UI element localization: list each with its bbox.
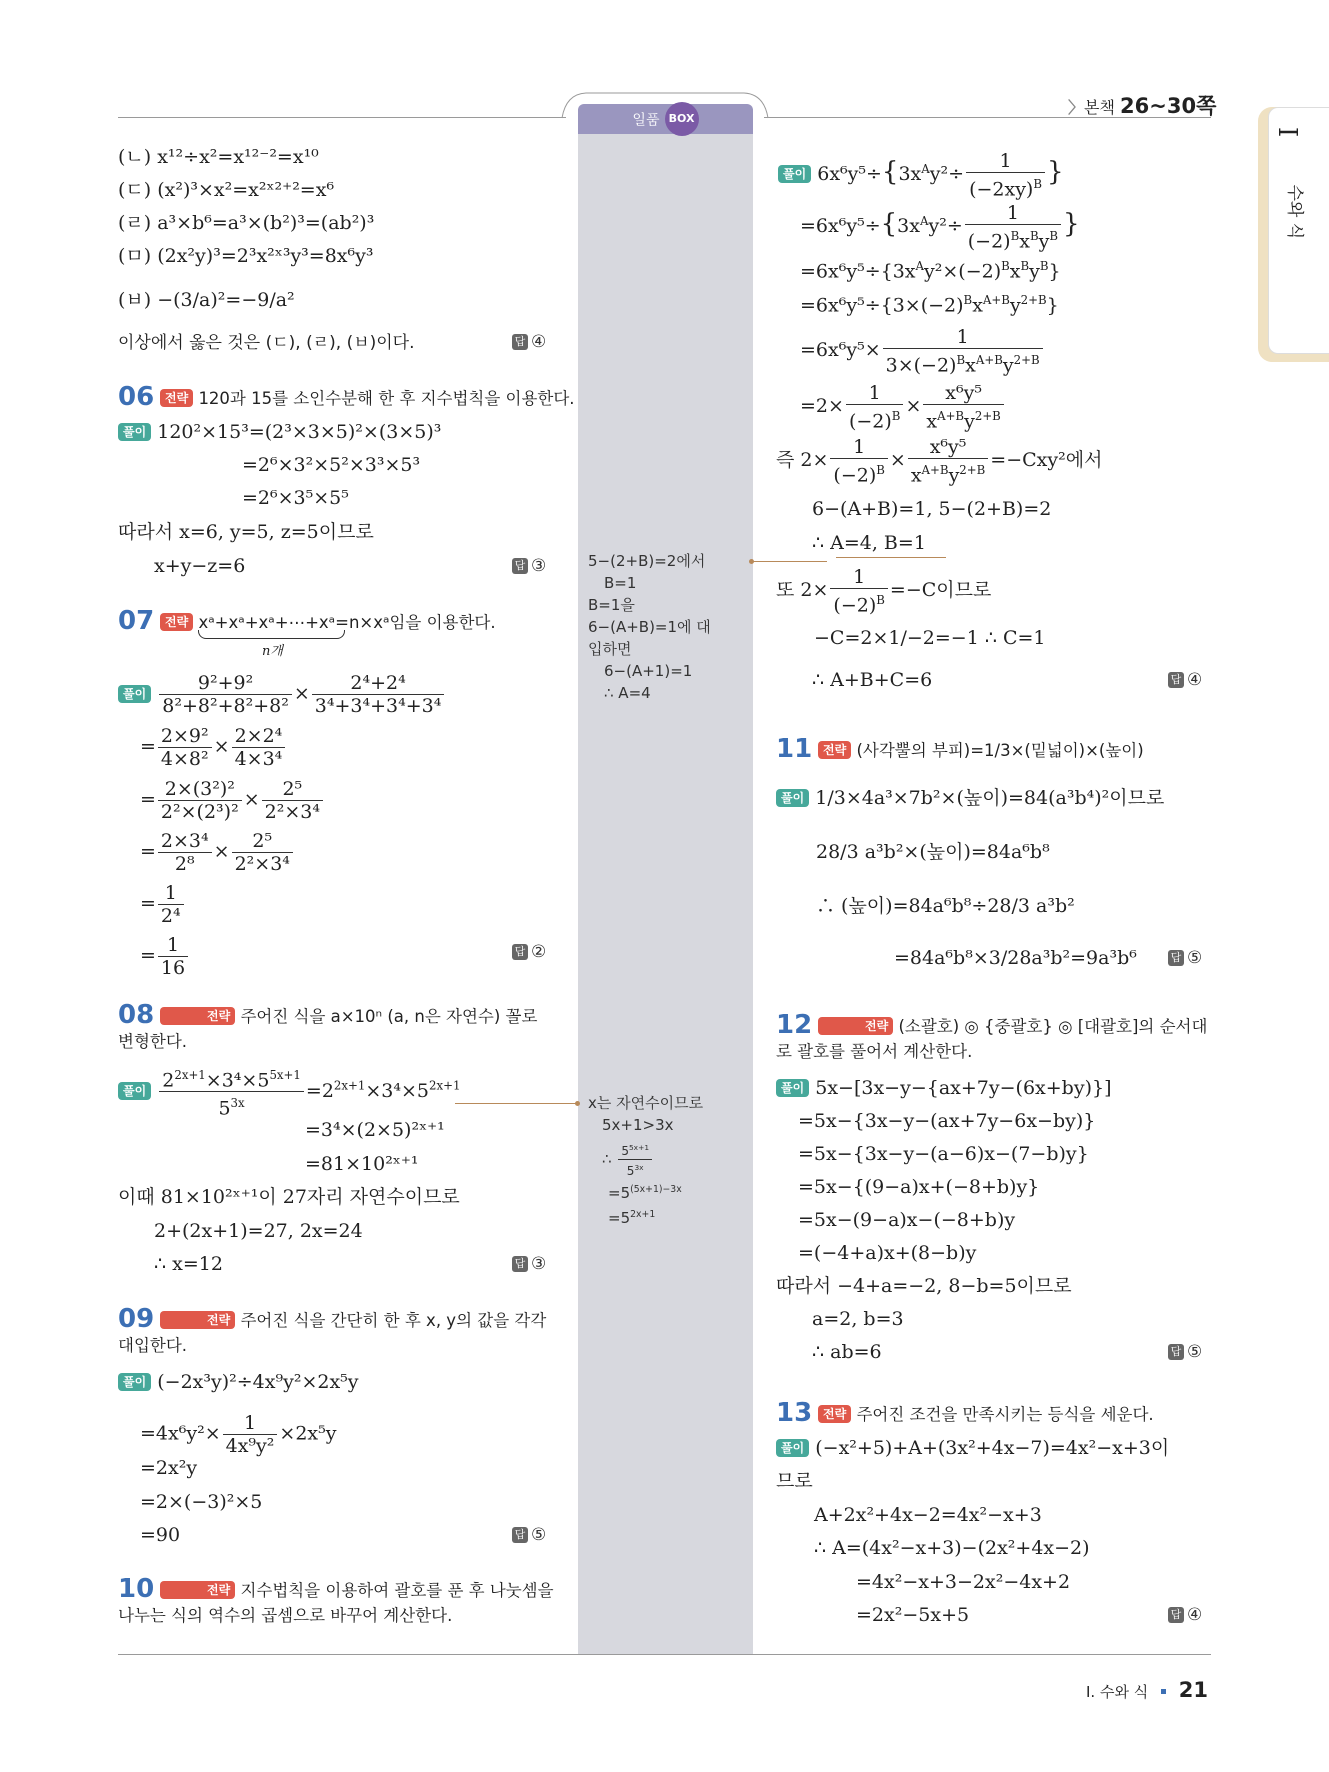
q07-step-2: = $\frac{\text{2×9²}}{\text{4×8²}}$ × $\frac{\text{2×2⁴}}{\text{4×3⁴}}$ xyxy=(140,725,287,770)
q09-answer xyxy=(512,1525,546,1545)
answer-icon: 답 xyxy=(512,944,528,960)
q10-step-7: 즉 2× $\frac{1}{(-2)^B}$ × $\frac{\text{x⁶y⁵}}{x^{A+B}y^{2+B}}$ =−Cxy²에서 xyxy=(776,436,1103,487)
q12-line-2: =5x−{3x−y−(ax+7y−6x−by)} xyxy=(798,1110,1096,1132)
box-note-1-line: 6−(A+1)=1 xyxy=(604,662,693,680)
q11-line-2: 28/3 a³b²×(높이)=84a⁶b⁸ xyxy=(816,841,1050,863)
chevron-right-icon: 〉 xyxy=(1068,98,1085,117)
q12-line-5: =5x−(9−a)x−(−8+b)y xyxy=(798,1209,1016,1231)
q09-answer-value: ⑤ xyxy=(531,1525,547,1545)
q05-conclusion: 이상에서 옳은 것은 (ㄷ), (ㄹ), (ㅂ)이다. xyxy=(118,333,415,353)
q08-number: 08 xyxy=(118,1000,155,1030)
strategy-tag: 전략 xyxy=(818,1405,851,1423)
footer xyxy=(1086,1678,1208,1702)
box-column xyxy=(578,134,753,1654)
q06-line-2: =2⁶×3²×5²×3³×5³ xyxy=(242,454,421,476)
box-title xyxy=(578,104,753,134)
q09-line-1 xyxy=(118,1370,359,1394)
footer-chapter: Ⅰ. 수와 식 xyxy=(1086,1683,1149,1701)
q07-answer xyxy=(512,942,546,962)
q09-strategy xyxy=(118,1308,558,1358)
q08-line-4: 2+(2x+1)=27, 2x=24 xyxy=(154,1220,363,1242)
q10-step-1: 풀이 $6x^6y^5\div\{3x^Ay^2\div$ $\frac{1}{(-2xy)^B}$ } xyxy=(778,150,1064,200)
q06-strategy-text: 120과 15를 소인수분해 한 후 지수법칙을 이용한다. xyxy=(198,389,575,408)
q05-answer-value: ④ xyxy=(531,332,547,352)
q12-line-8: a=2, b=3 xyxy=(812,1308,904,1330)
q11-number: 11 xyxy=(776,734,813,764)
q10-number: 10 xyxy=(118,1574,155,1604)
q06-line-1 xyxy=(118,420,441,444)
solution-tag: 풀이 xyxy=(118,685,151,703)
q12-strategy-text: (소괄호) ◎ {중괄호} ◎ [대괄호]의 순서대로 괄호를 풀어서 계산한다. xyxy=(776,1017,1208,1061)
box-note-1-line: B=1 xyxy=(604,574,637,592)
header-ref xyxy=(1068,90,1216,120)
q10-strategy xyxy=(118,1578,558,1628)
q05-line-3: (ㄹ) a³×b⁶=a³×(b²)³=(ab²)³ xyxy=(118,212,375,234)
q13-number: 13 xyxy=(776,1398,813,1428)
q08-strategy-text: 주어진 식을 a×10ⁿ (a, n은 자연수) 꼴로 변형한다. xyxy=(118,1007,538,1051)
q10-step-5: =6x⁶y⁵× $\frac{1}{3\times(-2)^Bx^{A+B}y^{2+B}}$ xyxy=(800,326,1045,376)
q12-strategy xyxy=(776,1014,1212,1064)
q13-answer-value: ④ xyxy=(1187,1605,1203,1625)
q12-line-3: =5x−{3x−y−(a−6)x−(7−b)y} xyxy=(798,1143,1089,1165)
answer-icon: 답 xyxy=(512,558,528,574)
q05-answer xyxy=(512,332,546,352)
q10-line-2: ∴ A=4, B=1 xyxy=(812,532,926,554)
header-ref-pages: 26~30쪽 xyxy=(1120,94,1217,118)
q10-answer-value: ④ xyxy=(1187,670,1203,690)
q09-line-3: =2×(−3)²×5 xyxy=(140,1491,263,1513)
q09-number: 09 xyxy=(118,1304,155,1334)
q11-strategy-text: (사각뿔의 부피)=1/3×(밑넓이)×(높이) xyxy=(856,741,1144,760)
q06-line-4: 따라서 x=6, y=5, z=5이므로 xyxy=(118,521,374,543)
strategy-tag: 전략 xyxy=(160,389,193,407)
q06-line-3: =2⁶×3⁵×5⁵ xyxy=(242,487,349,509)
q07-step-3: = $\frac{\text{2×(3²)²}}{\text{2²×(2³)²}}$ × $\frac{\text{2⁵}}{\text{2²×3⁴}}$ xyxy=(140,778,325,823)
box-note-2-line: 5x+1>3x xyxy=(602,1116,674,1134)
q13-line-4: ∴ A=(4x²−x+3)−(2x²+4x−2) xyxy=(814,1537,1090,1559)
q13-strategy-text: 주어진 조건을 만족시키는 등식을 세운다. xyxy=(856,1405,1154,1424)
q10-answer xyxy=(1168,670,1202,690)
box-note-1 xyxy=(588,550,711,704)
q10-underline xyxy=(836,557,946,558)
q09-line-4: =90 xyxy=(140,1524,181,1546)
q10-step-4: $=6x^6y^5\div\{3\times(-2)^Bx^{A+B}y^{2+B}\}$ xyxy=(800,293,1059,317)
q08-step-1: 풀이 $\frac{2^{2x+1}\times 3^4\times 5^{5x+1}}{5^{3x}}$ $=2^{2x+1}\times 3^4\times 5^{2x+1}$ xyxy=(118,1064,461,1120)
q12-line-7: 따라서 −4+a=−2, 8−b=5이므로 xyxy=(776,1275,1072,1297)
q12-line-6: =(−4+a)x+(8−b)y xyxy=(798,1242,977,1264)
q08-line-5: ∴ x=12 xyxy=(154,1253,223,1275)
connector-line-2 xyxy=(455,1103,578,1104)
q07-underbrace xyxy=(198,630,345,639)
q08-answer xyxy=(512,1254,546,1274)
q09-strategy-text: 주어진 식을 간단히 한 후 x, y의 값을 각각 대입한다. xyxy=(118,1311,547,1355)
strategy-tag: 전략 xyxy=(160,1007,235,1025)
square-icon xyxy=(1161,1689,1166,1694)
q05-line-1: (ㄴ) x¹²÷x²=x¹²⁻²=x¹⁰ xyxy=(118,146,319,168)
q13-line-6: =2x²−5x+5 xyxy=(856,1604,970,1626)
q07-strategy-text: xᵃ+xᵃ+xᵃ+⋯+xᵃ=n×xᵃ임을 이용한다. xyxy=(198,613,496,632)
q10-line-4: ∴ A+B+C=6 xyxy=(812,669,933,691)
q07-frac-1b: $\frac{\text{2⁴+2⁴}}{\text{3⁴+3⁴+3⁴+3⁴}}$ xyxy=(312,672,445,717)
box-note-1-line: 6−(A+B)=1에 대 xyxy=(588,618,711,636)
q10-line-1: 6−(A+B)=1, 5−(2+B)=2 xyxy=(812,498,1052,520)
solution-tag: 풀이 xyxy=(776,1439,809,1457)
answer-icon: 답 xyxy=(512,334,528,350)
solution-tag: 풀이 xyxy=(776,1079,809,1097)
q11-line-4: =84a⁶b⁸×3/28a³b²=9a³b⁶ xyxy=(894,947,1137,969)
connector-dot-1 xyxy=(749,559,754,564)
side-tab-chapter: 수와 식 xyxy=(1284,184,1305,240)
q07-number: 07 xyxy=(118,606,155,636)
q05-line-2: (ㄷ) (x²)³×x²=x²ˣ²⁺²=x⁶ xyxy=(118,179,335,201)
box-note-2-line: x는 자연수이므로 xyxy=(588,1094,704,1112)
q10-step-2: $=6x^6y^5\div\{3x^Ay^2\div$ $\frac{1}{(-2)^Bx^By^B}$ } xyxy=(800,202,1080,253)
q07-step-1: 풀이 $\frac{\text{9²+9²}}{\text{8²+8²+8²+8²}}$ × $\frac{\text{2⁴+2⁴}}{\text{3⁴+3⁴+3⁴+3⁴}}$ xyxy=(118,672,446,717)
answer-icon: 답 xyxy=(1168,672,1184,688)
page-number: 21 xyxy=(1178,1678,1208,1702)
answer-icon: 답 xyxy=(1168,950,1184,966)
strategy-tag: 전략 xyxy=(818,741,851,759)
q10-step-6: =2× $\frac{1}{(-2)^B}$ × $\frac{\text{x⁶y⁵}}{x^{A+B}y^{2+B}}$ xyxy=(800,382,1006,432)
box-note-1-line: 5−(2+B)=2에서 xyxy=(588,552,706,570)
q11-line-1 xyxy=(776,786,1164,810)
footer-rule xyxy=(118,1654,1211,1655)
box-note-2-step: $=5^{2x+1}$ xyxy=(608,1209,656,1227)
q07-step-5: = $\frac{1}{\text{2⁴}}$ xyxy=(140,882,186,927)
q12-line-1-text: 5x−[3x−y−{ax+7y−(6x+by)}] xyxy=(815,1077,1112,1099)
q11-strategy xyxy=(818,738,1144,763)
header-rule-left xyxy=(118,117,566,118)
q07-step-6: = $\frac{1}{16}$ xyxy=(140,934,190,979)
q09-line-2: =2x²y xyxy=(140,1457,198,1479)
solution-tag: 풀이 xyxy=(118,423,151,441)
q06-number: 06 xyxy=(118,382,155,412)
q08-line-3: 이때 81×10²ˣ⁺¹이 27자리 자연수이므로 xyxy=(118,1186,460,1208)
answer-icon: 답 xyxy=(1168,1607,1184,1623)
q05-line-5: (ㅂ) −(3/a)²=−9/a² xyxy=(118,289,295,311)
q13-line-5: =4x²−x+3−2x²−4x+2 xyxy=(856,1571,1071,1593)
q08-line-2: =81×10²ˣ⁺¹ xyxy=(305,1153,419,1175)
strategy-tag: 전략 xyxy=(160,1581,235,1599)
q06-line-1-text: 120²×15³=(2³×3×5)²×(3×5)³ xyxy=(157,421,442,443)
q11-line-1-text: 1/3×4a³×7b²×(높이)=84(a³b⁴)²이므로 xyxy=(815,787,1165,809)
q10-line-3: −C=2×1/−2=−1 ∴ C=1 xyxy=(814,627,1046,649)
connector-line-1 xyxy=(752,561,827,562)
solution-tag: 풀이 xyxy=(776,789,809,807)
box-note-2-step: ∴ $\frac{5^{5x+1}}{5^{3x}}$ xyxy=(588,1140,703,1179)
header-ref-label: 본책 xyxy=(1084,98,1115,117)
box-note-1-line: ∴ A=4 xyxy=(604,684,651,702)
box-note-1-line: 입하면 xyxy=(588,640,632,658)
q13-answer xyxy=(1168,1605,1202,1625)
q09-step-2: =4x⁶y²× $\frac{1}{\text{4x⁹y²}}$ ×2x⁵y xyxy=(140,1412,337,1457)
box-note-2-step: $=5^{(5x+1)-3x}$ xyxy=(608,1184,682,1202)
q08-strategy xyxy=(118,1004,558,1054)
q13-line-3: A+2x²+4x−2=4x²−x+3 xyxy=(814,1504,1042,1526)
q12-answer-value: ⑤ xyxy=(1187,1342,1203,1362)
q07-underbrace-label: n개 xyxy=(262,644,283,659)
solution-tag: 풀이 xyxy=(118,1373,151,1391)
box-note-1-line: B=1을 xyxy=(588,596,635,614)
strategy-tag: 전략 xyxy=(818,1017,893,1035)
q09-line-1-text: (−2x³y)²÷4x⁹y²×2x⁵y xyxy=(157,1371,359,1393)
box-title-label: 일품 xyxy=(632,112,660,129)
side-tab-roman: I xyxy=(1272,126,1303,138)
q06-answer xyxy=(512,556,546,576)
strategy-tag: 전략 xyxy=(160,1311,235,1329)
answer-icon: 답 xyxy=(1168,1344,1184,1360)
answer-icon: 답 xyxy=(512,1527,528,1543)
q08-answer-value: ③ xyxy=(531,1254,547,1274)
q10-step-8: 또 2× $\frac{1}{(-2)^B}$ =−C이므로 xyxy=(776,566,992,617)
q12-number: 12 xyxy=(776,1010,813,1040)
answer-icon: 답 xyxy=(512,1256,528,1272)
q05-line-4: (ㅁ) (2x²y)³=2³x²ˣ³y³=8x⁶y³ xyxy=(118,245,374,267)
q11-answer xyxy=(1168,948,1202,968)
q08-line-1: =3⁴×(2×5)²ˣ⁺¹ xyxy=(305,1119,445,1141)
q10-strategy-text: 지수법칙을 이용하여 괄호를 푼 후 나눗셈을 나누는 식의 역수의 곱셈으로 바꾸어 계산한다. xyxy=(118,1581,554,1625)
q12-line-1 xyxy=(776,1076,1112,1100)
q07-step-4: = $\frac{\text{2×3⁴}}{\text{2⁸}}$ × $\frac{\text{2⁵}}{\text{2²×3⁴}}$ xyxy=(140,830,295,875)
q12-line-9: ∴ ab=6 xyxy=(812,1341,882,1363)
q12-line-4: =5x−{(9−a)x+(−8+b)y} xyxy=(798,1176,1040,1198)
q10-step-3: $=6x^6y^5\div\{3x^Ay^2\times(-2)^Bx^By^B\}$ xyxy=(800,259,1061,283)
q13-line-1-text: (−x²+5)+A+(3x²+4x−7)=4x²−x+3이 xyxy=(815,1437,1170,1459)
q06-strategy xyxy=(160,386,575,411)
q13-strategy xyxy=(818,1402,1154,1427)
box-title-badge: BOX xyxy=(665,102,699,136)
solution-tag: 풀이 xyxy=(778,165,811,183)
q13-line-2: 므로 xyxy=(776,1470,813,1492)
connector-dot-2 xyxy=(575,1101,580,1106)
q11-answer-value: ⑤ xyxy=(1187,948,1203,968)
q06-line-5: x+y−z=6 xyxy=(154,555,246,577)
box-note-2 xyxy=(588,1092,703,1229)
side-tab xyxy=(1258,107,1329,362)
solution-tag: 풀이 xyxy=(118,1082,151,1100)
strategy-tag: 전략 xyxy=(160,613,193,631)
q12-answer xyxy=(1168,1342,1202,1362)
q06-answer-value: ③ xyxy=(531,556,547,576)
q11-line-3: ∴ (높이)=84a⁶b⁸÷28/3 a³b² xyxy=(816,895,1075,917)
q07-frac-1a: $\frac{\text{9²+9²}}{\text{8²+8²+8²+8²}}$ xyxy=(159,672,292,717)
q07-answer-value: ② xyxy=(531,942,547,962)
q13-line-1 xyxy=(776,1436,1169,1460)
